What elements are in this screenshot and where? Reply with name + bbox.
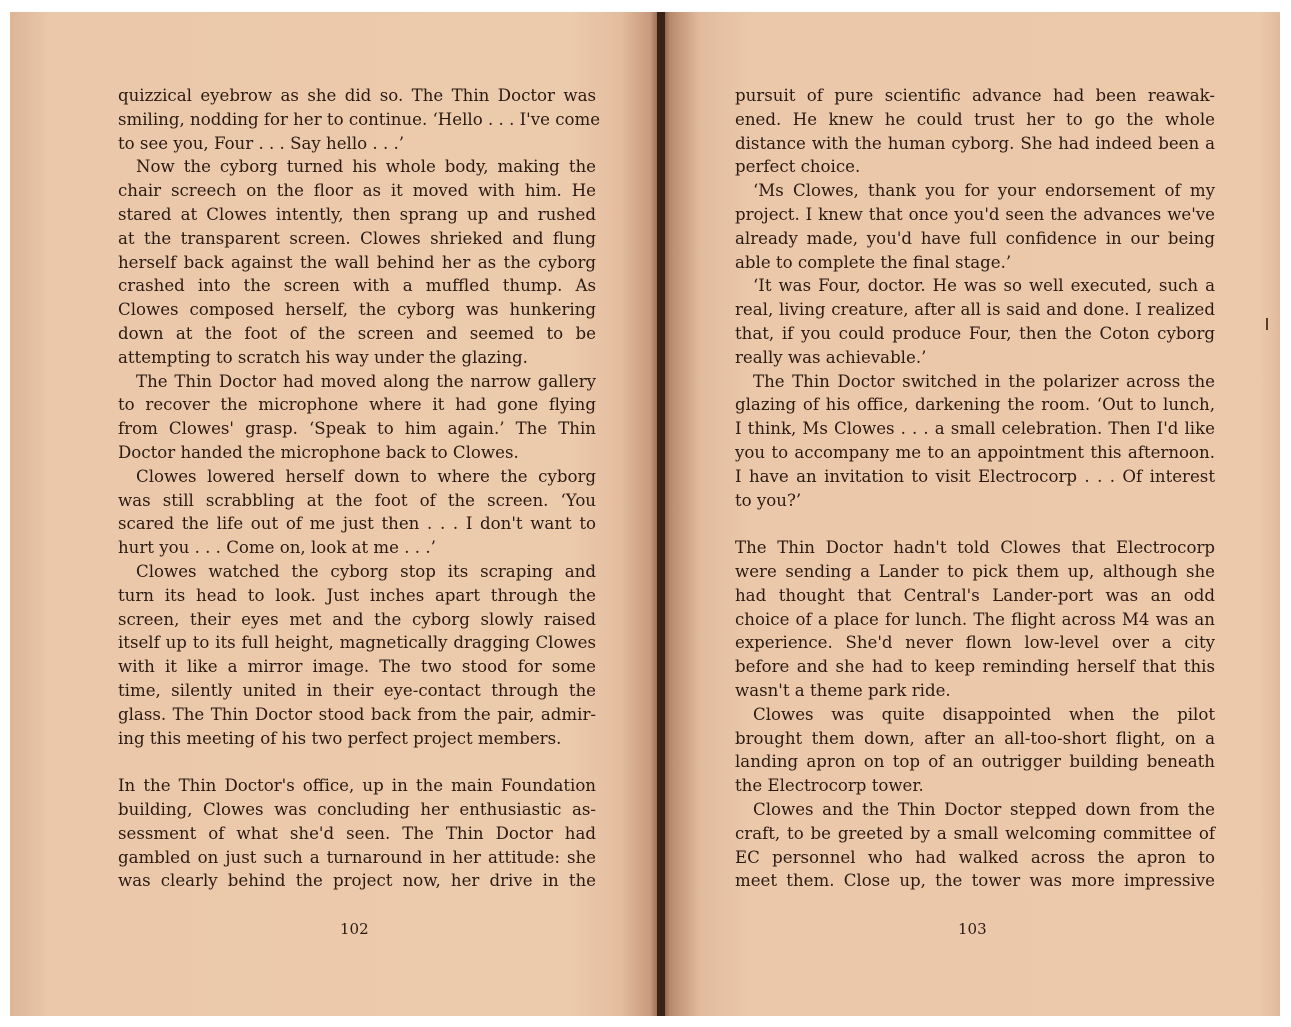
text-line: time, silently united in their eye-contact through the — [118, 680, 596, 700]
text-line: craft, to be greeted by a small welcoming committee of — [735, 823, 1215, 843]
text-line: The Thin Doctor had moved along the narrow gallery — [136, 371, 596, 391]
text-line: with it like a mirror image. The two stood for some — [118, 657, 596, 677]
margin-mark — [1266, 318, 1268, 330]
text-line: In the Thin Doctor's office, up in the main Foundation — [118, 776, 596, 796]
text-line: I think, Ms Clowes . . . a small celebration. Then I'd like — [735, 419, 1215, 439]
left-page — [10, 12, 660, 1016]
text-line: at the transparent screen. Clowes shrieked and flung — [118, 228, 596, 248]
page-number-right: 103 — [958, 920, 987, 938]
section-break — [735, 512, 1215, 536]
text-line: pursuit of pure scientific advance had been reawak- — [735, 86, 1215, 105]
text-line: from Clowes' grasp. ‘Speak to him again.’ The Thin — [118, 419, 596, 439]
text-line: Clowes was quite disappointed when the pilot — [753, 704, 1215, 724]
text-line: meet them. Close up, the tower was more impressive — [735, 871, 1215, 891]
text-line: able to complete the final stage.’ — [735, 252, 1012, 272]
text-line: scared the life out of me just then . . . I don't want to — [118, 514, 596, 534]
text-line: gambled on just such a turnaround in her attitude: she — [118, 847, 596, 867]
book-gutter — [657, 12, 665, 1016]
text-line: ‘Ms Clowes, thank you for your endorsement of my — [753, 181, 1215, 201]
text-line: down at the foot of the screen and seemed to be — [118, 323, 596, 343]
text-line: Clowes and the Thin Doctor stepped down from the — [753, 799, 1215, 819]
text-line: sessment of what she'd seen. The Thin Doctor had — [118, 823, 596, 843]
text-line: Clowes watched the cyborg stop its scraping and — [136, 561, 596, 581]
text-line: attempting to scratch his way under the glazing. — [118, 347, 528, 367]
text-line: you to accompany me to an appointment this afternoon. — [735, 442, 1215, 462]
text-line: already made, you'd have full confidence in our being — [735, 228, 1215, 248]
text-line: to recover the microphone where it had gone flying — [118, 395, 596, 415]
text-line: project. I knew that once you'd seen the advances we've — [735, 204, 1215, 224]
text-line: screen, their eyes met and the cyborg slowly raised — [118, 609, 596, 629]
text-line: turn its head to look. Just inches apart through the — [118, 585, 596, 605]
text-line: Clowes composed herself, the cyborg was hunkering — [118, 300, 596, 320]
text-line: perfect choice. — [735, 157, 861, 177]
text-line: ing this meeting of his two perfect project members. — [118, 728, 562, 748]
text-line: had thought that Central's Lander-port was an odd — [735, 585, 1215, 605]
text-line: building, Clowes was concluding her enthusiastic as- — [118, 799, 596, 819]
right-page-text — [735, 84, 1215, 893]
text-line: itself up to its full height, magnetically dragging Clowes — [118, 633, 596, 653]
text-line: that, if you could produce Four, then the Coton cyborg — [735, 323, 1215, 343]
text-line: The Thin Doctor switched in the polarizer across the — [753, 371, 1215, 391]
text-line: stared at Clowes intently, then sprang up and rushed — [118, 204, 596, 224]
left-page-text — [118, 84, 601, 893]
text-line: was clearly behind the project now, her drive in the — [118, 871, 596, 891]
text-line: EC personnel who had walked across the apron to — [735, 847, 1215, 867]
text-line: were sending a Lander to pick them up, although she — [735, 561, 1215, 581]
text-line: real, living creature, after all is said and done. I realized — [735, 300, 1215, 320]
text-line: Now the cyborg turned his whole body, making the — [136, 157, 596, 177]
text-line: quizzical eyebrow as she did so. The Thin Doctor was — [118, 86, 596, 105]
text-line: wasn't a theme park ride. — [735, 680, 951, 700]
text-line: glass. The Thin Doctor stood back from the pair, admir- — [118, 704, 596, 724]
text-line: was still scrabbling at the foot of the screen. ‘You — [118, 490, 596, 510]
text-line: smiling, nodding for her to continue. ‘Hello . . . I've come — [118, 109, 601, 129]
text-line: ened. He knew he could trust her to go the whole — [735, 109, 1215, 129]
right-page — [660, 12, 1280, 1016]
text-line: The Thin Doctor hadn't told Clowes that Electrocorp — [735, 538, 1215, 558]
text-line: ‘It was Four, doctor. He was so well executed, such a — [753, 276, 1215, 296]
text-line: to you?’ — [735, 490, 802, 510]
text-line: herself back against the wall behind her as the cyborg — [118, 252, 596, 272]
text-line: chair screech on the floor as it moved with him. He — [118, 181, 596, 201]
book-spread — [10, 12, 1280, 1016]
text-line: really was achievable.’ — [735, 347, 927, 367]
text-line: to see you, Four . . . Say hello . . .’ — [118, 133, 405, 153]
text-line: landing apron on top of an outrigger building beneath — [735, 752, 1215, 772]
text-line: before and she had to keep reminding herself that this — [735, 657, 1215, 677]
text-line: Doctor handed the microphone back to Clowes. — [118, 442, 519, 462]
text-line: I have an invitation to visit Electrocorp . . . Of interest — [735, 466, 1215, 486]
text-line: Clowes lowered herself down to where the cyborg — [136, 466, 596, 486]
text-line: brought them down, after an all-too-short flight, on a — [735, 728, 1215, 748]
text-line: crashed into the screen with a muffled thump. As — [118, 276, 596, 296]
text-line: the Electrocorp tower. — [735, 776, 924, 796]
section-break — [118, 750, 596, 774]
text-line: distance with the human cyborg. She had indeed been a — [735, 133, 1215, 153]
text-line: choice of a place for lunch. The flight across M4 was an — [735, 609, 1215, 629]
page-number-left: 102 — [340, 920, 369, 938]
text-line: hurt you . . . Come on, look at me . . .’ — [118, 538, 436, 558]
text-line: experience. She'd never flown low-level over a city — [735, 633, 1215, 653]
text-line: glazing of his office, darkening the room. ‘Out to lunch, — [735, 395, 1215, 415]
